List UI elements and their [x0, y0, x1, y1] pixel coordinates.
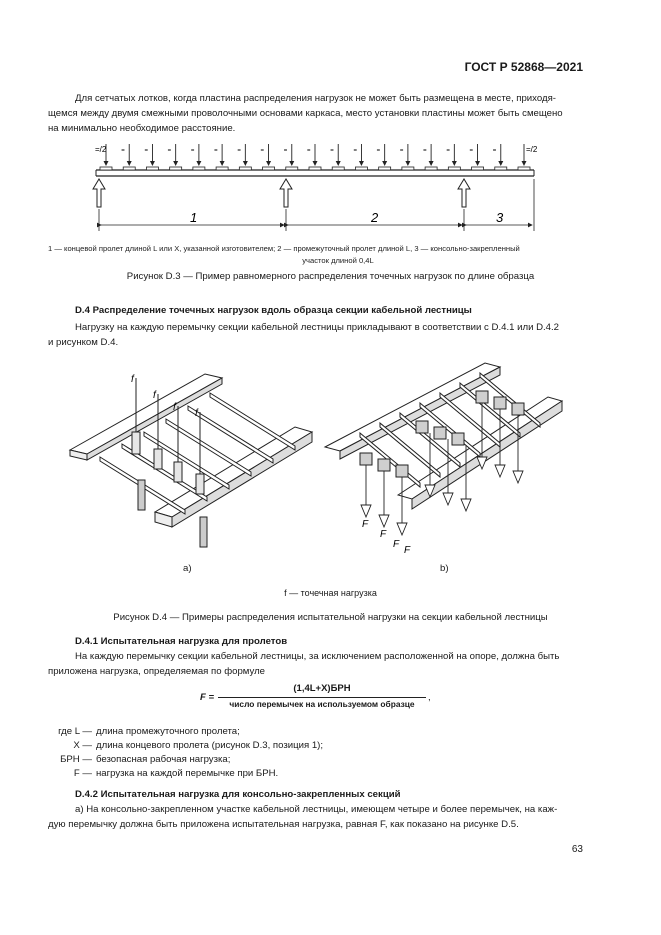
figure-d3-diagram: [0, 135, 661, 235]
section-d42-heading: D.4.2 Испытательная нагрузка для консольно-закрепленных секций: [75, 789, 401, 800]
load-label: =: [121, 148, 125, 154]
definition-desc: длина промежуточного пролета;: [96, 726, 240, 737]
section-d4-text: [48, 320, 584, 350]
load-distribution-pad: [332, 167, 344, 170]
load-arrow-head: [475, 161, 480, 166]
load-arrow-head: [405, 161, 410, 166]
load-distribution-pad: [425, 167, 437, 170]
load-distribution-pad: [402, 167, 414, 170]
load-label: =: [399, 148, 404, 154]
span-label-3: 3: [496, 210, 504, 225]
d4-line-2: и рисунком D.4.: [48, 337, 119, 348]
span-label-1: 1: [190, 210, 198, 225]
intro-line-2: щемся между двумя смежными проволочными основами каркаса, место установки пластины может быть смещено: [48, 108, 563, 119]
d41-line-1: На каждую перемычку секции кабельной лестницы, за исключением расположенной на опоре, должна быть: [75, 651, 560, 662]
definition-term: БРН —: [60, 754, 92, 765]
load-distribution-pad: [123, 167, 135, 170]
load-distribution-pad: [100, 167, 112, 170]
load-arrow-head: [313, 161, 318, 166]
load-label: =: [144, 148, 148, 154]
load-distribution-pad: [146, 167, 158, 170]
intro-paragraph: [48, 91, 584, 136]
legend-line-1: 1 — концевой пролет длиной L или X, указанной изготовителем; 2 — промежуточный пролет длиной L, 3 — консольно-закрепленный: [48, 244, 520, 253]
load-distribution-pad: [193, 167, 205, 170]
load-arrow-head: [336, 161, 341, 166]
load-arrow-head: [498, 161, 503, 166]
definition-term: где L —: [58, 726, 92, 737]
definition-desc: длина концевого пролета (рисунок D.3, позиция 1);: [96, 740, 324, 751]
span-label-2: 2: [371, 210, 379, 225]
load-label: =: [283, 148, 288, 154]
load-label: =: [423, 148, 427, 154]
formula-denominator: число перемычек на используемом образце: [229, 699, 415, 709]
load-label: =: [260, 148, 265, 154]
load-distribution-pad: [239, 167, 251, 170]
formula-comma: ,: [428, 692, 431, 703]
legend-line-2: участок длиной 0,4L: [302, 256, 374, 265]
intro-line-3: на минимально необходимое расстояние.: [48, 123, 236, 134]
d42-line-2: дую перемычку должна быть приложена испытательная нагрузка, равная F, как показано на рисунке D.5.: [48, 819, 519, 830]
load-arrow-head: [196, 161, 201, 166]
load-label: =/2: [526, 145, 538, 154]
load-distribution-pad: [170, 167, 182, 170]
load-label-f-4: f: [195, 408, 198, 419]
formula-lhs: F =: [200, 692, 214, 703]
load-distribution-pad: [379, 167, 391, 170]
definition-desc: нагрузка на каждой перемычке при БРН.: [96, 768, 279, 779]
point-load-arrows: [100, 144, 530, 170]
definition-row: [73, 740, 324, 755]
section-d41-heading: D.4.1 Испытательная нагрузка для пролетов: [75, 636, 288, 647]
load-arrow-head: [173, 161, 178, 166]
formula: [200, 683, 460, 713]
load-label: =/2: [95, 145, 107, 154]
figure-d4-caption: Рисунок D.4 — Примеры распределения испытательной нагрузки на секции кабельной лестницы: [113, 612, 548, 623]
definition-row: [73, 768, 279, 783]
load-arrow-head: [289, 161, 294, 166]
section-d41-text: [48, 649, 584, 679]
load-distribution-pad: [216, 167, 228, 170]
figure-d4-sub-b: b): [440, 563, 449, 574]
load-label: =: [237, 148, 241, 154]
load-label-f-3: f: [173, 402, 176, 413]
load-label: =: [167, 148, 172, 154]
load-distribution-pad: [286, 167, 298, 170]
load-distribution-pad: [472, 167, 484, 170]
formula-numerator: (1,4L+X)БРН: [293, 683, 351, 694]
definition-term: F —: [73, 768, 92, 779]
support-arrow-1: [93, 179, 105, 207]
figure-d3-legend: [48, 243, 608, 267]
load-label: =: [469, 148, 474, 154]
definition-term: X —: [73, 740, 92, 751]
load-arrow-head: [382, 161, 387, 166]
load-arrow-head: [150, 161, 155, 166]
load-label: =: [307, 148, 311, 154]
load-distribution-pad: [518, 167, 530, 170]
definition-row: [58, 726, 240, 741]
load-label: =: [492, 148, 497, 154]
load-arrow-head: [522, 161, 527, 166]
load-arrow-head: [266, 161, 271, 166]
load-label-f-1: f: [131, 374, 134, 385]
section-d42-text: [48, 802, 584, 832]
load-distribution-pad: [448, 167, 460, 170]
figure-d4b-drawing: [320, 355, 570, 555]
load-arrow-head: [359, 161, 364, 166]
intro-line-1: Для сетчатых лотков, когда пластина распределения нагрузок не может быть размещена в месте, приходя-: [75, 93, 556, 104]
load-label: =: [353, 148, 357, 154]
d4-line-1: Нагрузку на каждую перемычку секции кабельной лестницы прикладывают в соответствии с D.4.1 или D.4.2: [75, 322, 560, 333]
load-distribution-pad: [309, 167, 321, 170]
definition-row: [60, 754, 231, 769]
figure-d4a-drawing: [60, 362, 320, 557]
figure-d4-legend: f — точечная нагрузка: [284, 588, 377, 598]
figure-d4-sub-a: a): [183, 563, 192, 574]
support-arrow-2: [280, 179, 292, 207]
section-d4-heading: D.4 Распределение точечных нагрузок вдоль образца секции кабельной лестницы: [75, 305, 472, 316]
load-arrow-head: [104, 161, 109, 166]
definitions-list: [0, 726, 661, 786]
load-label: =: [376, 148, 381, 154]
point-load-labels: [95, 145, 538, 154]
load-arrow-head: [127, 161, 132, 166]
standard-number: ГОСТ Р 52868—2021: [464, 60, 583, 74]
d42-line-1: а) На консольно-закрепленном участке кабельной лестницы, имеющем четыре и более перемычек, на каж-: [75, 804, 558, 815]
load-distribution-pad: [495, 167, 507, 170]
load-label: =: [330, 148, 334, 154]
load-label: =: [190, 148, 195, 154]
load-arrow-head: [452, 161, 457, 166]
figure-d3-caption: Рисунок D.3 — Пример равномерного распределения точечных нагрузок по длине образца: [126, 271, 535, 282]
load-label: =: [446, 148, 450, 154]
load-label-F-4: F: [404, 545, 411, 555]
load-label-f-2: f: [153, 390, 156, 401]
load-arrow-head: [220, 161, 225, 166]
load-label-F-3: F: [393, 539, 400, 550]
load-arrow-head: [243, 161, 248, 166]
support-arrow-3: [458, 179, 470, 207]
page-number: 63: [571, 844, 583, 855]
load-label: =: [214, 148, 218, 154]
load-distribution-pad: [263, 167, 275, 170]
load-label-F-1: F: [362, 519, 369, 530]
definition-desc: безопасная рабочая нагрузка;: [96, 754, 231, 765]
d41-line-2: приложена нагрузка, определяемая по формуле: [48, 666, 266, 677]
load-arrow-head: [429, 161, 434, 166]
load-label-F-2: F: [380, 529, 387, 540]
load-distribution-pad: [355, 167, 367, 170]
